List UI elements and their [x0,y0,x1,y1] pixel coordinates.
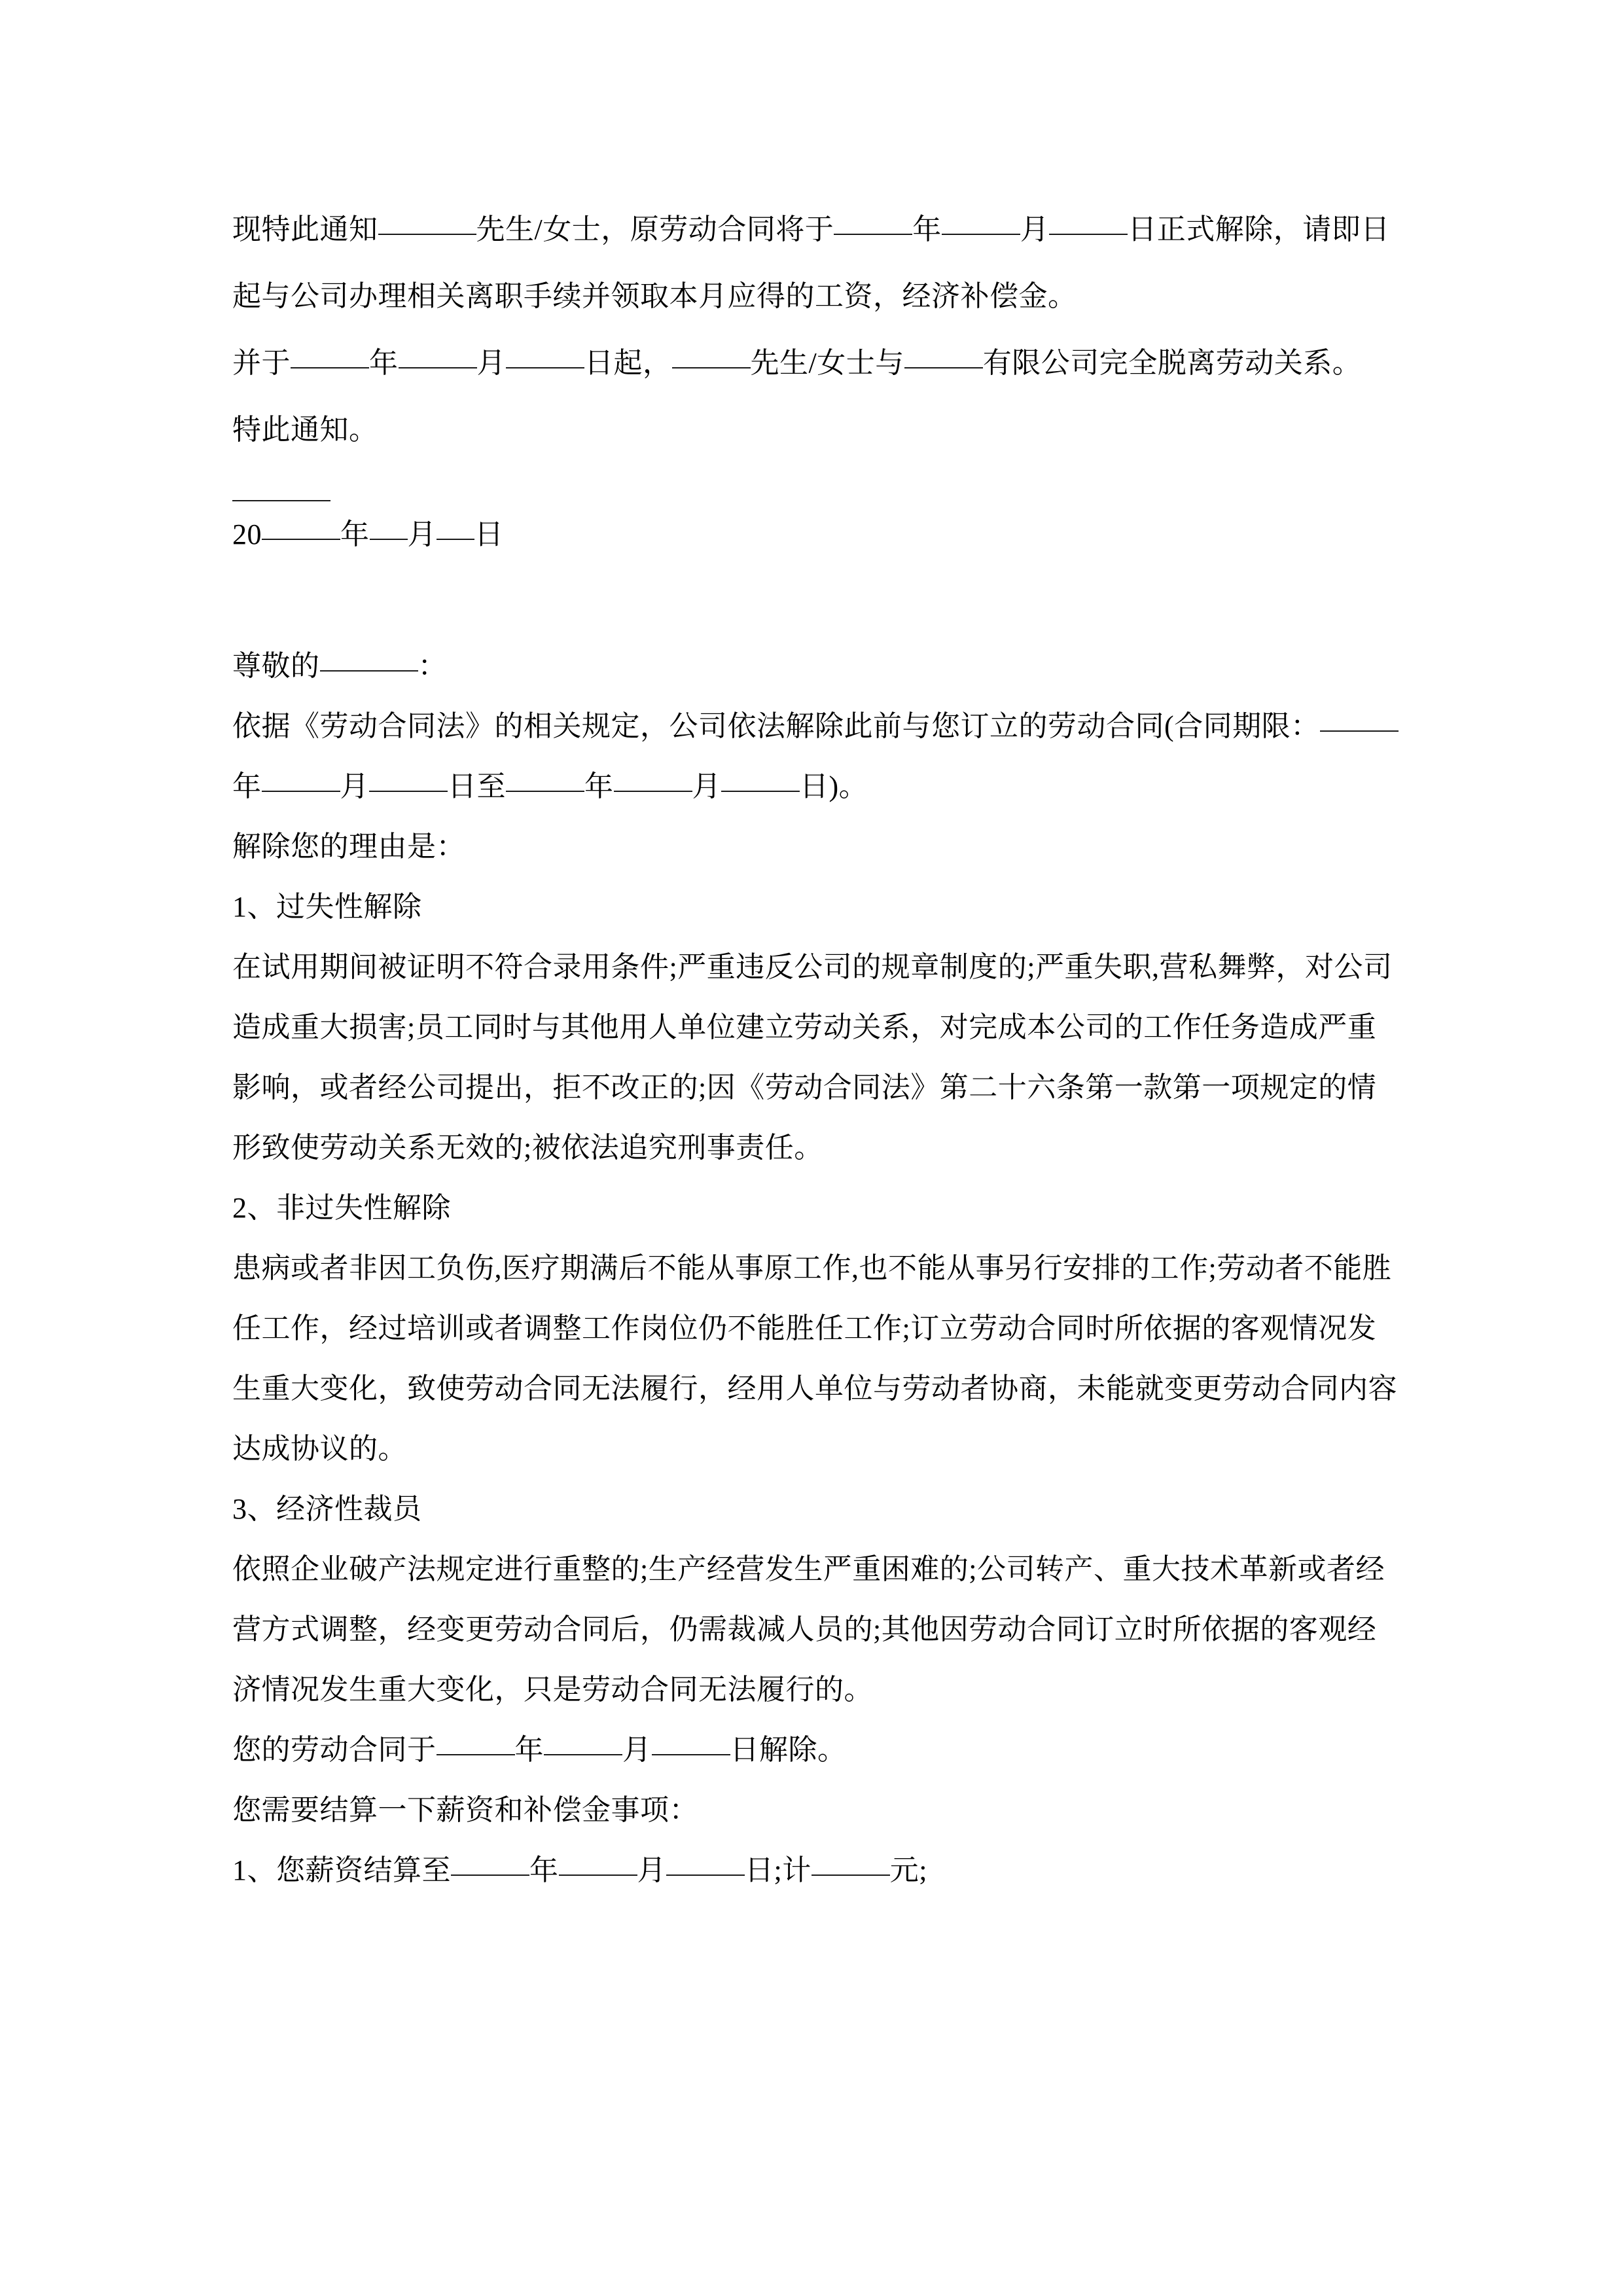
blank-terminate-day[interactable] [652,1754,730,1755]
blank-contract-end-day[interactable] [721,791,800,792]
blank-date-day[interactable] [437,539,474,540]
blank-contract-start-month[interactable] [262,791,340,792]
blank-year-1[interactable] [834,234,912,235]
notice-date-line [232,501,1404,568]
blank-terminate-month[interactable] [544,1754,622,1755]
notice-paragraph-3: 特此通知。 [232,414,378,446]
blank-company-name[interactable] [904,367,983,368]
letter-intro-paragraph [232,696,1404,817]
blank-employee-name-2[interactable] [672,367,751,368]
blank-date-year[interactable] [262,539,340,540]
reason-item-1-title: 1、过失性解除 [232,891,422,923]
blank-day-2[interactable] [506,367,584,368]
blank-terminate-year[interactable] [437,1754,515,1755]
notice-paragraph-1 [232,196,1404,330]
blank-salary-month[interactable] [559,1874,637,1876]
notice-p2-part-e: 先生/女士与 [750,347,904,379]
notice-p2-part-a: 并于 [232,347,291,379]
notice-p1-part-e: 日正式解除，请即日起与公司办理相关离职手续并领取本月应得的工资，经济补偿金。 [232,213,1390,312]
reason-item-3-text: 依照企业破产法规定进行重整的;生产经营发生严重困难的;公司转产、重大技术革新或者经营方式调整，经变更劳动合同后，仍需裁减人员的;其他因劳动合同订立时所依据的客观经济情况发生重大变化，只是劳动合同无法履行的。 [232,1553,1385,1706]
intro-part-f: 月 [692,770,721,802]
terminate-part-b: 年 [514,1734,544,1766]
salutation-part-a: 尊敬的 [232,650,320,682]
notice-p2-part-f: 有限公司完全脱离劳动关系。 [982,347,1362,379]
notice-p2-part-b: 年 [369,347,399,379]
terminate-part-c: 月 [622,1734,652,1766]
letter-reason-header: 解除您的理由是： [232,831,465,863]
date-prefix: 20 [232,518,262,550]
notice-paragraph-2 [232,330,1404,397]
blank-salary-amount[interactable] [812,1874,890,1876]
intro-part-a: 依据《劳动合同法》的相关规定，公司依法解除此前与您订立的劳动合同(合同期限： [232,710,1320,742]
notice-p1-part-b: 先生/女士，原劳动合同将于 [476,213,834,245]
date-day-label: 日 [474,518,504,550]
blank-contract-end-year[interactable] [506,791,584,792]
settle-1-part-d: 日;计 [745,1854,812,1886]
settle-1-part-b: 年 [529,1854,559,1886]
blank-employee-name-1[interactable] [378,234,476,235]
intro-part-b: 年 [232,770,262,802]
settle-1-part-a: 1、您薪资结算至 [232,1854,451,1886]
blank-month-1[interactable] [942,234,1020,235]
salutation-part-b: ： [418,650,447,682]
blank-recipient-name[interactable] [320,670,418,672]
letter-settlement-header: 您需要结算一下薪资和补偿金事项： [232,1794,698,1826]
blank-day-1[interactable] [1049,234,1128,235]
blank-salary-day[interactable] [666,1874,745,1876]
settle-1-part-e: 元; [889,1854,927,1886]
intro-part-d: 日至 [448,770,506,802]
reason-item-2-text: 患病或者非因工负伤,医疗期满后不能从事原工作,也不能从事另行安排的工作;劳动者不能胜任工作，经过培训或者调整工作岗位仍不能胜任工作;订立劳动合同时所依据的客观情况发生重大变化，致使劳动合同无法履行，经用人单位与劳动者协商，未能就变更劳动合同内容达成协议的。 [232,1252,1397,1465]
notice-p1-part-d: 月 [1020,213,1050,245]
notice-p2-part-d: 日起， [584,347,672,379]
date-year-label: 年 [340,518,370,550]
reason-item-2-title: 2、非过失性解除 [232,1192,451,1224]
blank-year-2[interactable] [291,367,369,368]
reason-item-3-title: 3、经济性裁员 [232,1493,422,1525]
blank-contract-start-day[interactable] [369,791,448,792]
date-month-label: 月 [407,518,437,550]
terminate-part-d: 日解除。 [730,1734,847,1766]
notice-p2-part-c: 月 [476,347,506,379]
blank-month-2[interactable] [399,367,477,368]
blank-salary-year[interactable] [451,1874,529,1876]
notice-p1-part-c: 年 [912,213,942,245]
terminate-part-a: 您的劳动合同于 [232,1734,437,1766]
blank-contract-end-month[interactable] [614,791,692,792]
letter-terminate-line [232,1720,1404,1780]
letter-salutation [232,636,1404,696]
intro-part-e: 年 [584,770,614,802]
intro-part-g: 日)。 [800,770,868,802]
blank-contract-start-year[interactable] [1320,730,1399,732]
settlement-item-1 [232,1840,1404,1901]
settle-1-part-c: 月 [637,1854,666,1886]
reason-item-1-text: 在试用期间被证明不符合录用条件;严重违反公司的规章制度的;严重失职,营私舞弊，对公司造成重大损害;员工同时与其他用人单位建立劳动关系，对完成本公司的工作任务造成严重影响，或者经公司提出，拒不改正的;因《劳动合同法》第二十六条第一款第一项规定的情形致使劳动关系无效的;被依法追究刑事责任。 [232,951,1393,1164]
document-body [232,196,1404,1901]
notice-p1-part-a: 现特此通知 [232,213,378,245]
section-spacer [232,568,1404,636]
intro-part-c: 月 [340,770,369,802]
blank-date-month[interactable] [370,539,408,540]
